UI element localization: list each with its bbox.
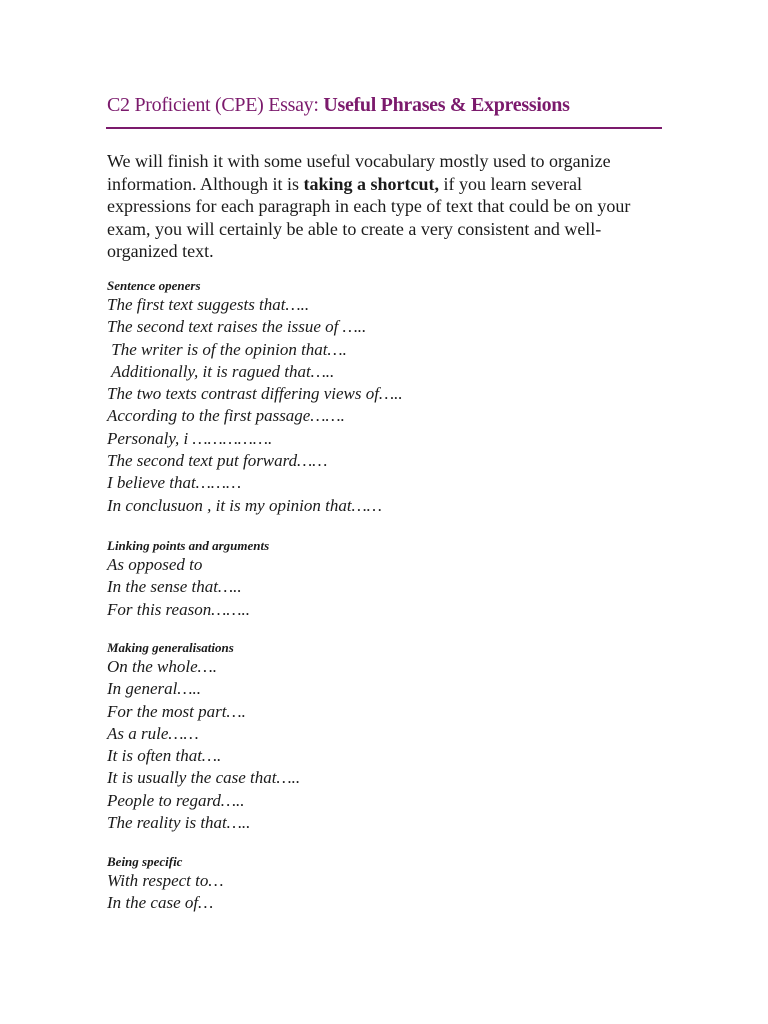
phrase-item: It is usually the case that….. (107, 768, 301, 788)
phrase-item: The second text put forward…… (107, 451, 328, 471)
phrase-item: Personaly, i ……………. (107, 428, 273, 448)
intro-emphasis: taking a shortcut, (303, 173, 440, 194)
phrase-item: The reality is that….. (107, 813, 251, 833)
phrase-item: On the whole…. (107, 657, 218, 676)
title-highlight: Useful Phrases & Expressions (323, 94, 570, 116)
phrase-list (107, 294, 667, 517)
section-linking-points (107, 538, 667, 621)
section-heading: Sentence openers (107, 278, 201, 293)
phrase-item: The second text raises the issue of ….. (107, 317, 367, 337)
phrase-item: For the most part…. (107, 701, 246, 721)
intro-text-start: We will finish it with some useful vocabulary mostly used to organize information. Although it is (107, 151, 611, 194)
title-divider (106, 127, 662, 129)
page-title (107, 92, 667, 118)
phrase-item: According to the first passage……. (107, 406, 345, 426)
section-being-specific (107, 854, 667, 915)
phrase-item: Additionally, it is ragued that….. (107, 361, 335, 381)
phrase-item: In the sense that….. (107, 577, 242, 597)
phrase-item: The two texts contrast differing views of….. (107, 384, 403, 404)
phrase-item: In the case of… (107, 893, 214, 913)
phrase-item: As a rule…… (107, 723, 199, 743)
phrase-item: The first text suggests that….. (107, 295, 310, 314)
phrase-list (107, 554, 667, 621)
section-heading: Making generalisations (107, 640, 234, 655)
intro-paragraph (107, 150, 667, 263)
section-heading: Linking points and arguments (107, 538, 270, 553)
phrase-list (107, 656, 667, 834)
phrase-item: It is often that…. (107, 746, 222, 766)
phrase-item: For this reason…….. (107, 599, 250, 619)
phrase-item: With respect to… (107, 871, 224, 890)
phrase-item: I believe that……… (107, 473, 242, 493)
phrase-item: In general….. (107, 679, 201, 699)
section-making-generalisations (107, 640, 667, 834)
intro-text-end: if you learn several expressions for each paragraph in each type of text that could be on your exam, you will certainly be able to create a very consistent and well-organized text. (107, 173, 631, 261)
phrase-item: In conclusuon , it is my opinion that…… (107, 495, 382, 515)
phrase-list (107, 870, 667, 915)
section-sentence-openers (107, 278, 667, 517)
phrase-item: The writer is of the opinion that…. (107, 339, 347, 359)
title-prefix: C2 Proficient (CPE) Essay: (107, 94, 324, 116)
section-heading: Being specific (107, 854, 183, 869)
phrase-item: As opposed to (107, 555, 203, 574)
phrase-item: People to regard….. (107, 790, 245, 810)
